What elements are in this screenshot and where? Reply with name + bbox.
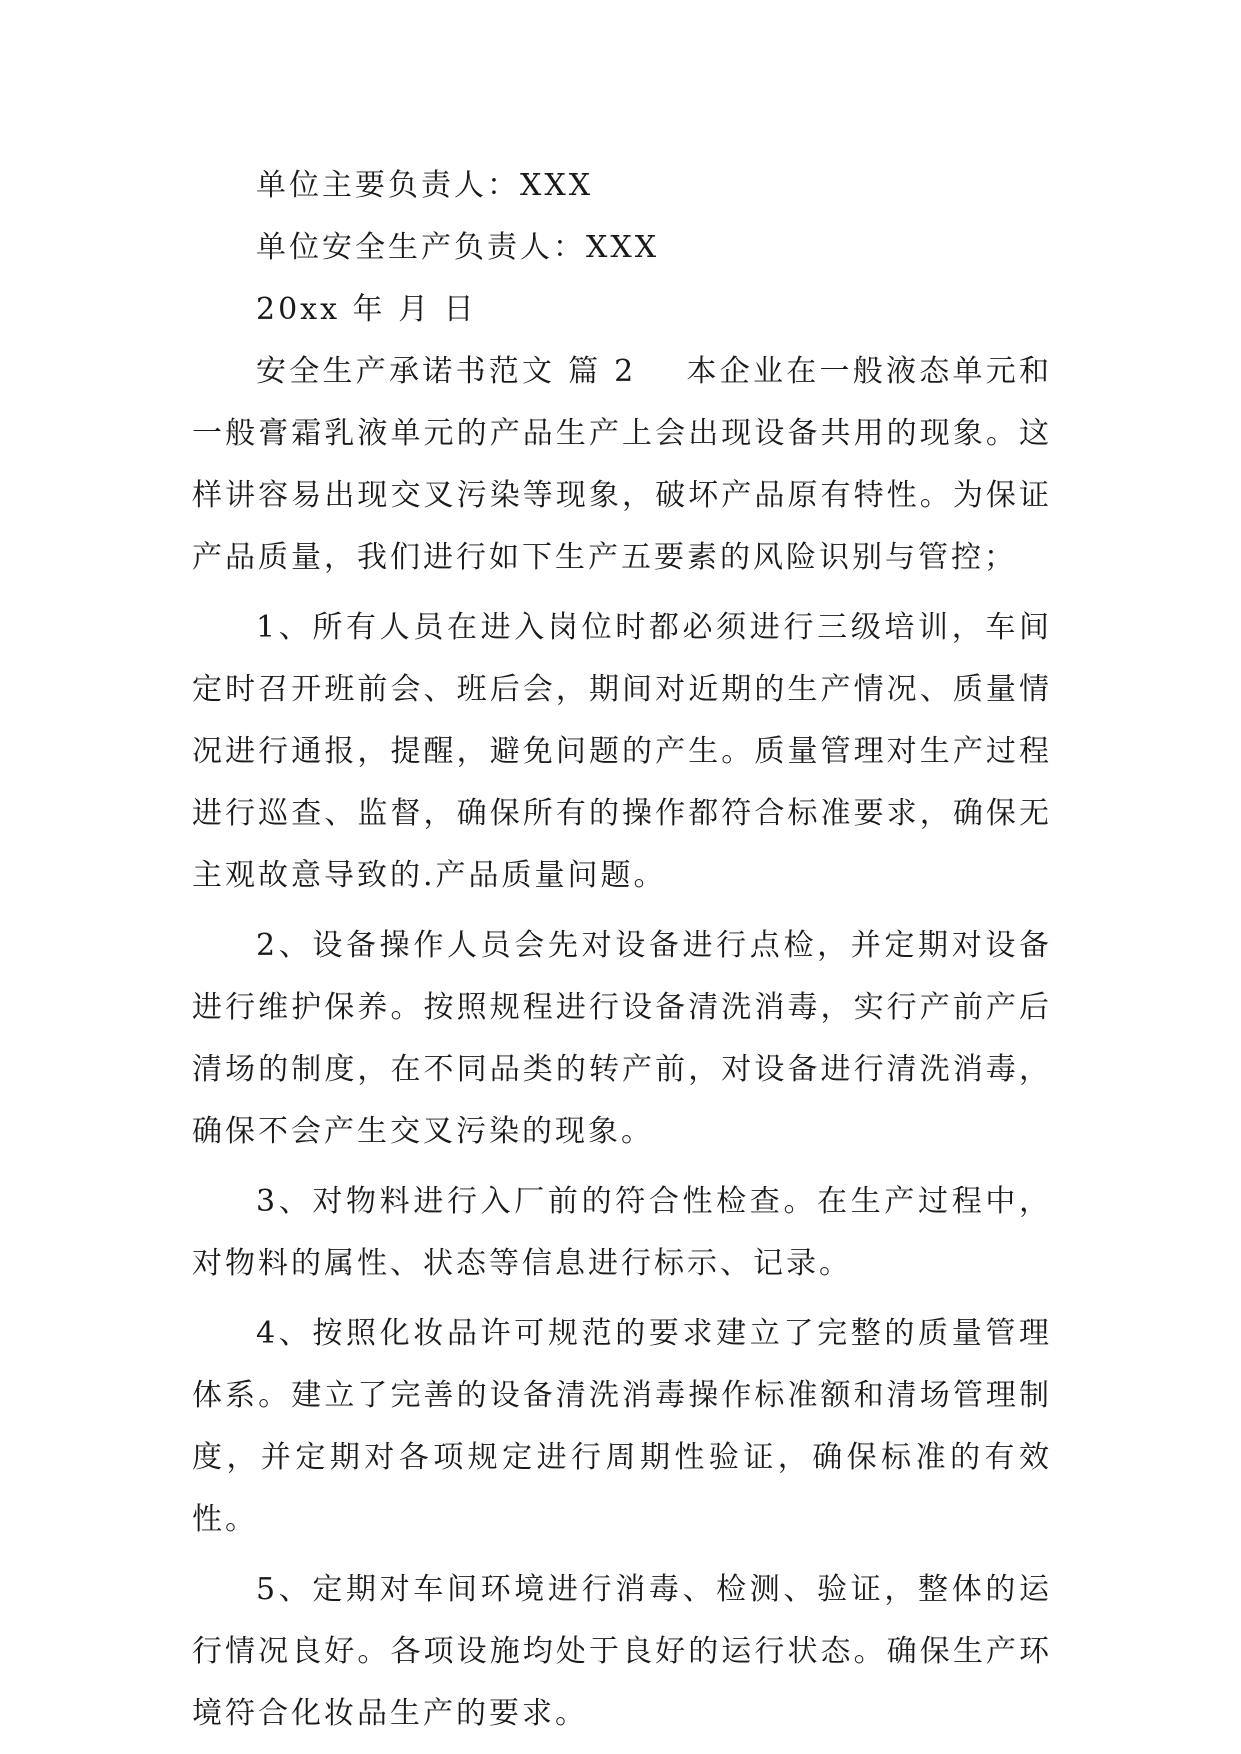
safety-principal-signature-line: 单位安全生产负责人：XXX	[256, 230, 660, 265]
section-intro-paragraph	[192, 341, 1052, 589]
date-line: 20xx 年 月 日	[256, 292, 477, 327]
list-item: 1、所有人员在进入岗位时都必须进行三级培训，车间定时召开班前会、班后会，期间对近期的生产情况、质量情况进行通报，提醒，避免问题的产生。质量管理对生产过程进行巡查、监督，确保所有的操作都符合标准要求，确保无主观故意导致的.产品质量问题。	[192, 610, 1052, 893]
principal-signature-line: 单位主要负责人：XXX	[256, 168, 594, 203]
list-item: 2、设备操作人员会先对设备进行点检，并定期对设备进行维护保养。按照规程进行设备清洗消毒，实行产前产后清场的制度，在不同品类的转产前，对设备进行清洗消毒，确保不会产生交叉污染的现象。	[192, 928, 1052, 1149]
list-item: 3、对物料进行入厂前的符合性检查。在生产过程中，对物料的属性、状态等信息进行标示、记录。	[192, 1184, 1052, 1281]
section-intro-text: 本企业在一般液态单元和一般膏霜乳液单元的产品生产上会出现设备共用的现象。这样讲容易出现交叉污染等现象，破坏产品原有特性。为保证产品质量，我们进行如下生产五要素的风险识别与管控；	[192, 354, 1052, 575]
document-body	[192, 155, 1052, 1745]
list-item: 5、定期对车间环境进行消毒、检测、验证，整体的运行情况良好。各项设施均处于良好的运行状态。确保生产环境符合化妆品生产的要求。	[192, 1572, 1052, 1731]
section-title: 安全生产承诺书范文 篇 2	[256, 354, 637, 389]
list-item: 4、按照化妆品许可规范的要求建立了完整的质量管理体系。建立了完善的设备清洗消毒操作标准额和清场管理制度，并定期对各项规定进行周期性验证，确保标准的有效性。	[192, 1316, 1052, 1537]
